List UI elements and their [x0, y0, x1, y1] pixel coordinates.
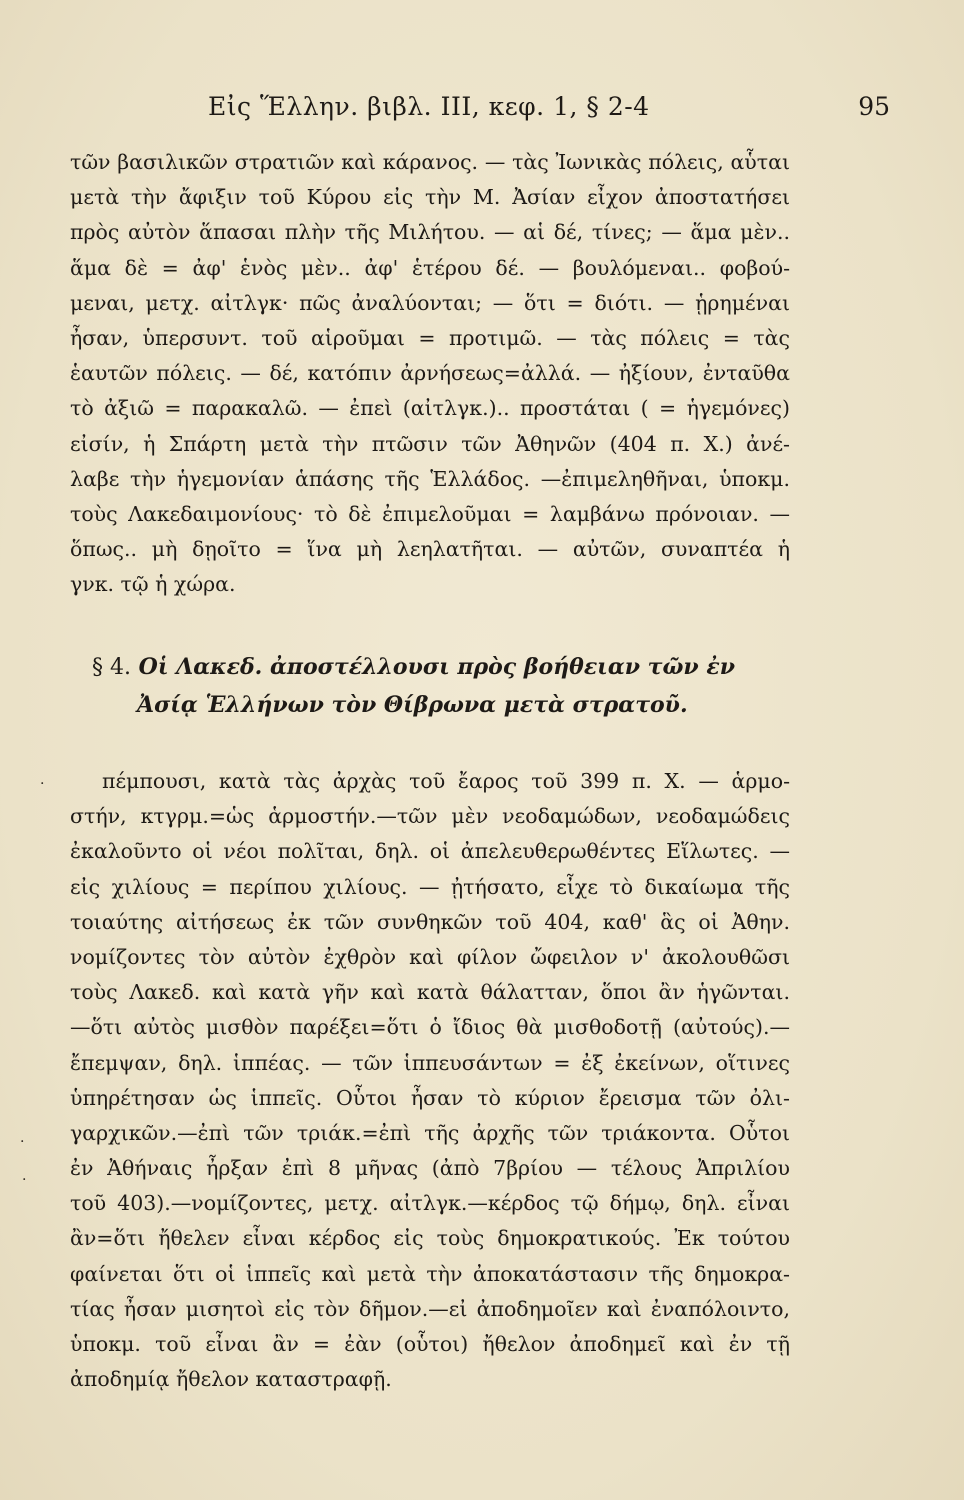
commentary-block-1: [70, 145, 790, 602]
text-line: πέμπουσι, κατὰ τὰς ἀρχὰς τοῦ ἔαρος τοῦ 399 π. Χ. — ἁρμο-: [102, 769, 790, 793]
text-line: ἐν Ἀθήναις ἦρξαν ἐπὶ 8 μῆνας (ἀπὸ 7βρίου — τέλους Ἀπριλίου: [70, 1156, 790, 1181]
text-line: τὸ ἀξιῶ = παρακαλῶ. — ἐπεὶ (αἰτλγκ.).. προστάται ( = ἡγεμόνες): [70, 396, 790, 421]
text-line: εἰσίν, ἡ Σπάρτη μετὰ τὴν πτῶσιν τῶν Ἀθηνῶν (404 π. Χ.) ἀνέ-: [70, 431, 790, 456]
section-number: § 4.: [92, 655, 131, 680]
page-header: [82, 92, 890, 132]
margin-dot: .: [22, 1168, 27, 1184]
text-line: τοὺς Λακεδαιμονίους· τὸ δὲ ἐπιμελοῦμαι = λαμβάνω πρόνοιαν. —: [70, 501, 790, 526]
text-line: τίας ἦσαν μισητοὶ εἰς τὸν δῆμον.—εἰ ἀποδημοῖεν καὶ ἐναπόλοιντο,: [70, 1296, 790, 1321]
text-line: στήν, κτγρμ.=ὡς ἁρμοστήν.—τῶν μὲν νεοδαμώδων, νεοδαμώδεις: [70, 804, 790, 829]
commentary-block-2: [70, 764, 790, 1397]
text-line: γαρχικῶν.—ἐπὶ τῶν τριάκ.=ἐπὶ τῆς ἀρχῆς τῶν τριάκοντα. Οὗτοι: [70, 1120, 790, 1145]
text-line: λαβε τὴν ἡγεμονίαν ἁπάσης τῆς Ἑλλάδος. —ἐπιμεληθῆναι, ὑποκμ.: [70, 466, 790, 491]
text-line: γνκ. τῷ ἡ χώρα.: [70, 572, 236, 597]
text-line: ἦσαν, ὑπερσυντ. τοῦ αἱροῦμαι = προτιμῶ. — τὰς πόλεις = τὰς: [70, 325, 790, 350]
text-line: —ὅτι αὐτὸς μισθὸν παρέξει=ὅτι ὁ ἴδιος θὰ μισθοδοτῇ (αὐτούς).—: [70, 1015, 790, 1040]
page-number: 95: [858, 92, 890, 121]
text-line: εἰς χιλίους = περίπου χιλίους. — ᾐτήσατο, εἶχε τὸ δικαίωμα τῆς: [70, 874, 790, 899]
text-line: ἂν=ὅτι ἤθελεν εἶναι κέρδος εἰς τοὺς δημοκρατικούς. Ἐκ τούτου: [70, 1226, 790, 1251]
text-line: νομίζοντες τὸν αὐτὸν ἐχθρὸν καὶ φίλον ὤφειλον ν' ἀκολουθῶσι: [70, 944, 790, 969]
text-line: τῶν βασιλικῶν στρατιῶν καὶ κάρανος. — τὰς Ἰωνικὰς πόλεις, αὗται: [70, 150, 790, 174]
margin-dot: .: [20, 1130, 25, 1146]
text-line: τοῦ 403).—νομίζοντες, μετχ. αἰτλγκ.—κέρδος τῷ δήμῳ, δηλ. εἶναι: [70, 1191, 790, 1216]
text-line: μεναι, μετχ. αἰτλγκ· πῶς ἀναλύονται; — ὅτι = διότι. — ᾑρημέναι: [70, 290, 790, 315]
text-line: φαίνεται ὅτι οἱ ἱππεῖς καὶ μετὰ τὴν ἀποκατάστασιν τῆς δημοκρα-: [70, 1261, 790, 1286]
section-title-part-1: Οἱ Λακεδ. ἀποστέλλουσι πρὸς βοήθειαν τῶν ἐν: [138, 654, 735, 680]
text-line: μετὰ τὴν ἄφιξιν τοῦ Κύρου εἰς τὴν Μ. Ἀσίαν εἶχον ἀποστατήσει: [70, 185, 790, 210]
text-line: ἅμα δὲ = ἀφ' ἑνὸς μὲν.. ἀφ' ἑτέρου δέ. — βουλόμεναι.. φοβού-: [70, 255, 790, 280]
text-line: ὑπηρέτησαν ὡς ἱππεῖς. Οὗτοι ἦσαν τὸ κύριον ἔρεισμα τῶν ὀλι-: [70, 1085, 790, 1110]
section-title-part-2: Ἀσίᾳ Ἑλλήνων τὸν Θίβρωνα μετὰ στρατοῦ.: [137, 692, 688, 718]
section-heading-line-1: [72, 648, 792, 686]
text-line: πρὸς αὐτὸν ἅπασαι πλὴν τῆς Μιλήτου. — αἱ δέ, τίνες; — ἅμα μὲν..: [70, 220, 790, 245]
text-line: ὑποκμ. τοῦ εἶναι ἂν = ἐὰν (οὗτοι) ἤθελον ἀποδημεῖ καὶ ἐν τῇ: [70, 1332, 790, 1356]
text-line: ἐκαλοῦντο οἱ νέοι πολῖται, δηλ. οἱ ἀπελευθερωθέντες Εἵλωτες. —: [70, 839, 790, 864]
text-line: τοιαύτης αἰτήσεως ἐκ τῶν συνθηκῶν τοῦ 404, καθ' ἃς οἱ Ἀθην.: [70, 909, 790, 934]
section-heading: [72, 648, 792, 724]
margin-dot: .: [40, 772, 45, 788]
text-line: ὅπως.. μὴ δῃοῖτο = ἵνα μὴ λεηλατῆται. — αὐτῶν, συναπτέα ἡ: [70, 537, 790, 562]
text-line: τοὺς Λακεδ. καὶ κατὰ γῆν καὶ κατὰ θάλατταν, ὅποι ἂν ἡγῶνται.: [70, 980, 790, 1005]
text-line: ἔπεμψαν, δηλ. ἱππέας. — τῶν ἱππευσάντων = ἐξ ἐκείνων, οἵτινες: [70, 1050, 790, 1075]
running-title: Εἰς Ἕλλην. βιβλ. III, κεφ. 1, § 2-4: [208, 92, 650, 121]
text-line: ἑαυτῶν πόλεις. — δέ, κατόπιν ἀρνήσεως=ἀλλά. — ἠξίουν, ἐνταῦθα: [70, 361, 790, 386]
text-line: ἀποδημίᾳ ἤθελον καταστραφῇ.: [70, 1367, 392, 1392]
